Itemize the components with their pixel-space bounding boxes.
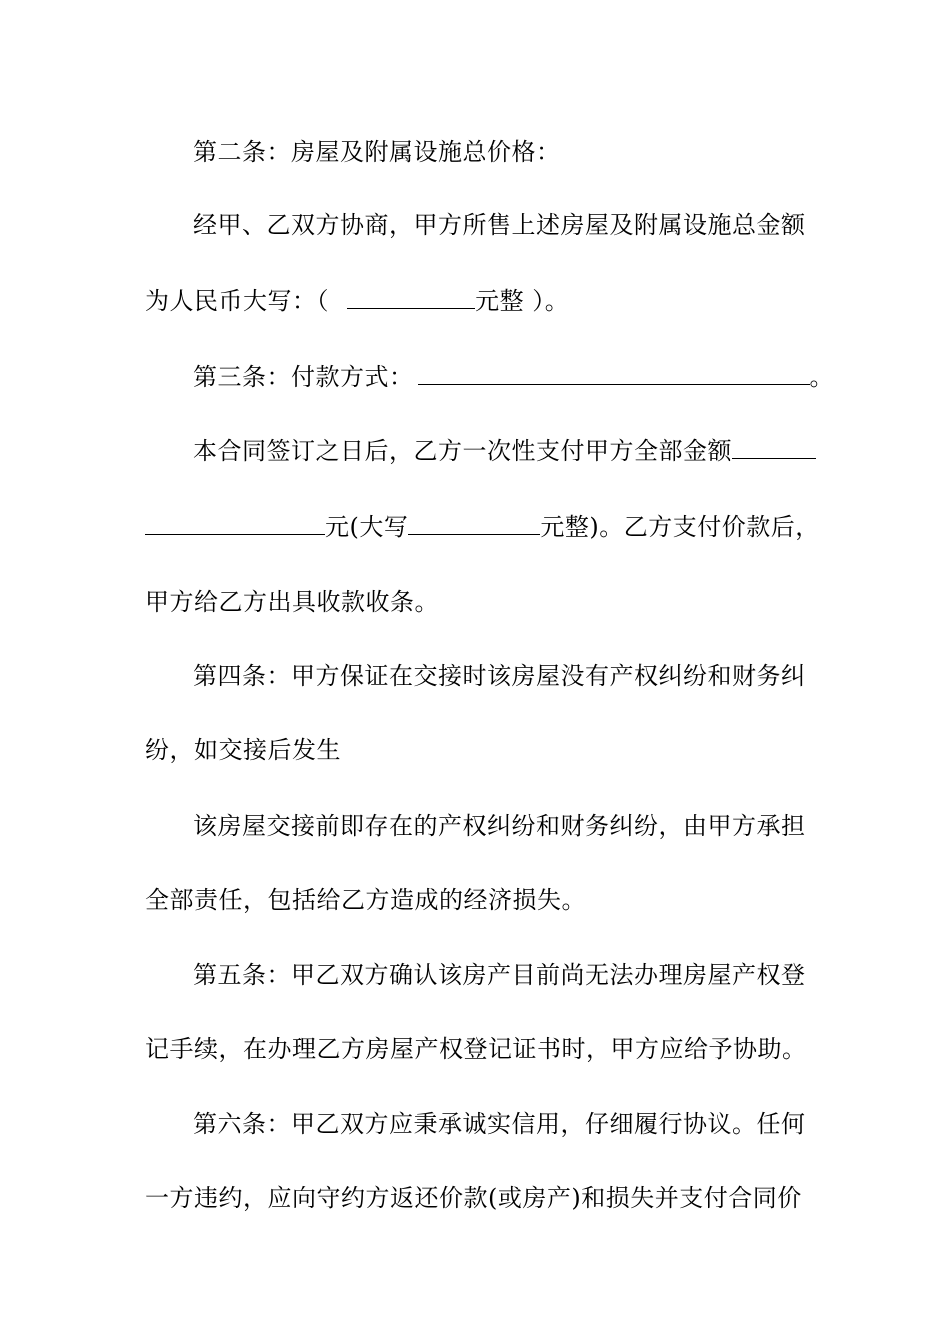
clause-4-heading bbox=[193, 660, 873, 692]
text-run: 该房屋交接前即存在的产权纠纷和财务纠纷，由甲方承担 bbox=[193, 812, 806, 840]
clause-5-body-line-2 bbox=[145, 1033, 825, 1065]
text-run: 第二条：房屋及附属设施总价格： bbox=[193, 138, 561, 166]
text-run: 一方违约，应向守约方返还价款(或房产)和损失并支付合同价 bbox=[145, 1184, 802, 1212]
amount-blank bbox=[732, 436, 816, 459]
text-run: 元整)。乙方支付价款后， bbox=[540, 513, 820, 541]
text-run: 第三条：付款方式： bbox=[193, 363, 414, 391]
clause-6-body-line-2 bbox=[145, 1182, 825, 1214]
text-run: 为人民币大写：（ bbox=[145, 287, 329, 315]
payment-method-blank bbox=[418, 362, 810, 385]
text-run: 。 bbox=[809, 363, 834, 391]
clause-6-heading bbox=[193, 1108, 873, 1140]
text-run: 甲方给乙方出具收款收条。 bbox=[145, 588, 439, 616]
text-run: 第四条：甲方保证在交接时该房屋没有产权纠纷和财务纠 bbox=[193, 662, 806, 690]
text-run: 元(大写 bbox=[325, 513, 409, 541]
text-run: 本合同签订之日后，乙方一次性支付甲方全部金额 bbox=[193, 437, 732, 465]
text-run: 第六条：甲乙双方应秉承诚实信用，仔细履行协议。任何 bbox=[193, 1110, 806, 1138]
text-run: 记手续，在办理乙方房屋产权登记证书时，甲方应给予协助。 bbox=[145, 1035, 807, 1063]
clause-2-body-line-1 bbox=[193, 209, 873, 241]
clause-4-body-line-2 bbox=[145, 734, 825, 766]
text-run: 经甲、乙双方协商，甲方所售上述房屋及附属设施总金额 bbox=[193, 211, 806, 239]
clause-4-body-line-4 bbox=[145, 884, 825, 916]
clause-2-body-line-2 bbox=[145, 285, 825, 317]
clause-3-body-line-1 bbox=[193, 435, 873, 467]
text-run: 元整 ）。 bbox=[475, 287, 570, 315]
clause-3-body-line-2 bbox=[145, 511, 825, 543]
clause-5-heading bbox=[193, 959, 873, 991]
clause-2-heading bbox=[193, 136, 873, 168]
clause-4-body-line-3 bbox=[193, 810, 873, 842]
amount-blank bbox=[145, 512, 325, 535]
clause-3-body-line-3 bbox=[145, 586, 825, 618]
text-run: 纷，如交接后发生 bbox=[145, 736, 341, 764]
amount-uppercase-blank bbox=[408, 512, 540, 535]
text-run: 第五条：甲乙双方确认该房产目前尚无法办理房屋产权登 bbox=[193, 961, 806, 989]
text-run: 全部责任，包括给乙方造成的经济损失。 bbox=[145, 886, 586, 914]
amount-blank bbox=[347, 286, 475, 309]
clause-3-heading bbox=[193, 361, 873, 393]
